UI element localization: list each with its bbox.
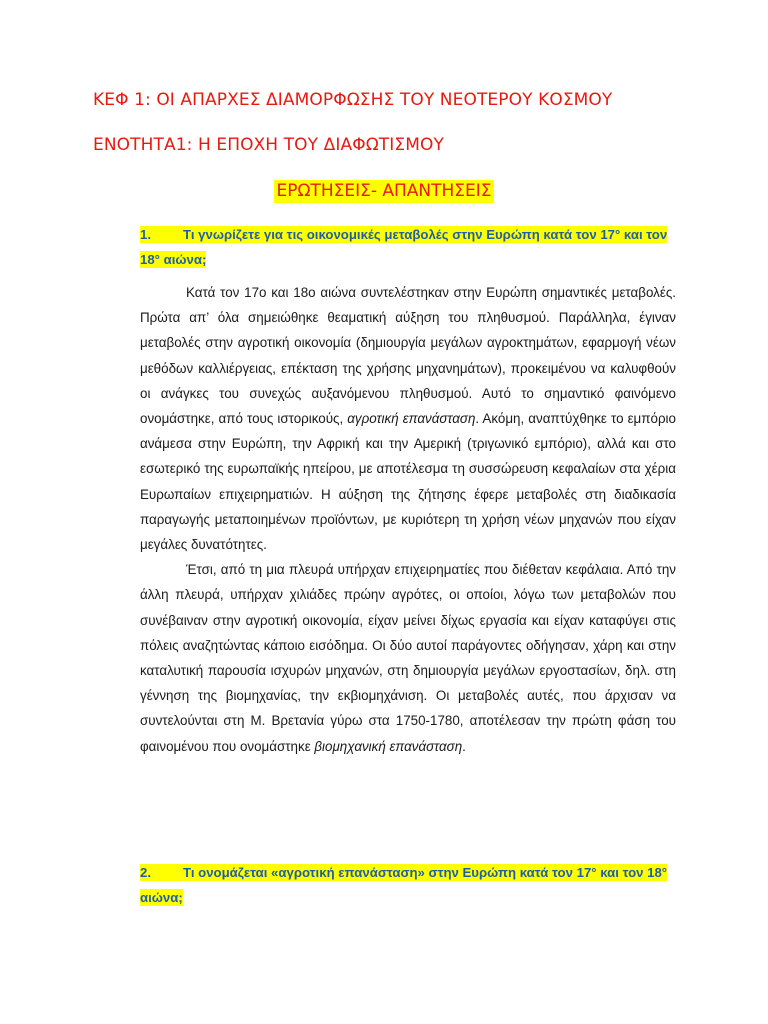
qa-title-text: ΕΡΩΤΗΣΕΙΣ- ΑΠΑΝΤΗΣΕΙΣ: [276, 181, 492, 201]
answer-1-paragraph-2: [140, 557, 676, 759]
question-1: [140, 222, 680, 272]
question-1-highlight: [140, 226, 667, 268]
answer-1-p2-text-b: .: [462, 738, 466, 754]
qa-title: [0, 180, 768, 203]
unit-heading: ΕΝΟΤΗΤΑ1: Η ΕΠΟΧΗ ΤΟΥ ΔΙΑΦΩΤΙΣΜΟΥ: [93, 135, 444, 155]
answer-1-term-agricultural-revolution: αγροτική επανάσταση: [347, 411, 476, 427]
answer-1-p1-text-b: . Ακόμη, αναπτύχθηκε το εμπόριο ανάμεσα στην Ευρώπη, την Αφρική και την Αμερική (τριγωνικό εμπόριο), αλλά και στο εσωτερικό της ευρωπαϊκής ηπείρου, με αποτέλεσμα τη συσσώρευση κεφαλαίων στα χέρια Ευρωπαίων επιχειρηματιών. Η αύξηση της ζήτησης έφερε μεταβολές στη διαδικασία παραγωγής μεταποιημένων προϊόντων, με κυριότερη τη χρήση νέων μηχανών που είχαν μεγάλες δυνατότητες.: [140, 411, 676, 553]
answer-1-p2-text-a: Έτσι, από τη μια πλευρά υπήρχαν επιχειρηματίες που διέθεταν κεφάλαια. Από την άλλη πλευρά, υπήρχαν χιλιάδες πρώην αγρότες, οι οποίοι, λόγω των μεταβολών που συνέβαιναν στην αγροτική οικονομία, είχαν μείνει δίχως εργασία και είχαν καταφύγει στις πόλεις αναζητώντας κάποιο εισόδημα. Οι δύο αυτοί παράγοντες οδήγησαν, χάρη και στην καταλυτική παρουσία ισχυρών μηχανών, στη δημιουργία μεγάλων εργοστασίων, δηλ. στη γέννηση της βιομηχανίας, την εκβιομηχάνιση. Οι μεταβολές αυτές, που άρχισαν να συντελούνται στη Μ. Βρετανία γύρω στα 1750-1780, αποτέλεσαν την πρώτη φάση του φαινομένου που ονομάστηκε: [140, 562, 676, 754]
answer-1: [140, 280, 676, 759]
chapter-heading: ΚΕΦ 1: ΟΙ ΑΠΑΡΧΕΣ ΔΙΑΜΟΡΦΩΣΗΣ ΤΟΥ ΝΕΟΤΕΡΟΥ ΚΟΣΜΟΥ: [93, 90, 613, 110]
question-2-text: Τι ονομάζεται «αγροτική επανάσταση» στην Ευρώπη κατά τον 17° και τον 18° αιώνα;: [140, 865, 668, 905]
question-2: [140, 860, 680, 910]
answer-1-term-industrial-revolution: βιομηχανική επανάσταση: [314, 738, 463, 754]
question-1-text: Τι γνωρίζετε για τις οικονομικές μεταβολές στην Ευρώπη κατά τον 17° και τον 18° αιώνα;: [140, 227, 668, 267]
question-2-number: 2.: [140, 865, 151, 880]
answer-1-paragraph-1: [140, 280, 676, 557]
answer-1-p1-text-a: Κατά τον 17ο και 18ο αιώνα συντελέστηκαν στην Ευρώπη σημαντικές μεταβολές. Πρώτα απ’ όλα σημειώθηκε θεαματική αύξηση του πληθυσμού. Παράλληλα, έγιναν μεταβολές στην αγροτική οικονομία (δημιουργία μεγάλων αγροκτημάτων, εφαρμογή νέων μεθόδων καλλιέργειας, επέκταση της χρήσης μηχανημάτων), προκειμένου να καλυφθούν οι ανάγκες του συνεχώς αυξανόμενου πληθυσμού. Αυτό το σημαντικό φαινόμενο ονομάστηκε, από τους ιστορικούς,: [140, 285, 676, 427]
question-1-number: 1.: [140, 227, 151, 242]
question-2-highlight: [140, 864, 667, 906]
